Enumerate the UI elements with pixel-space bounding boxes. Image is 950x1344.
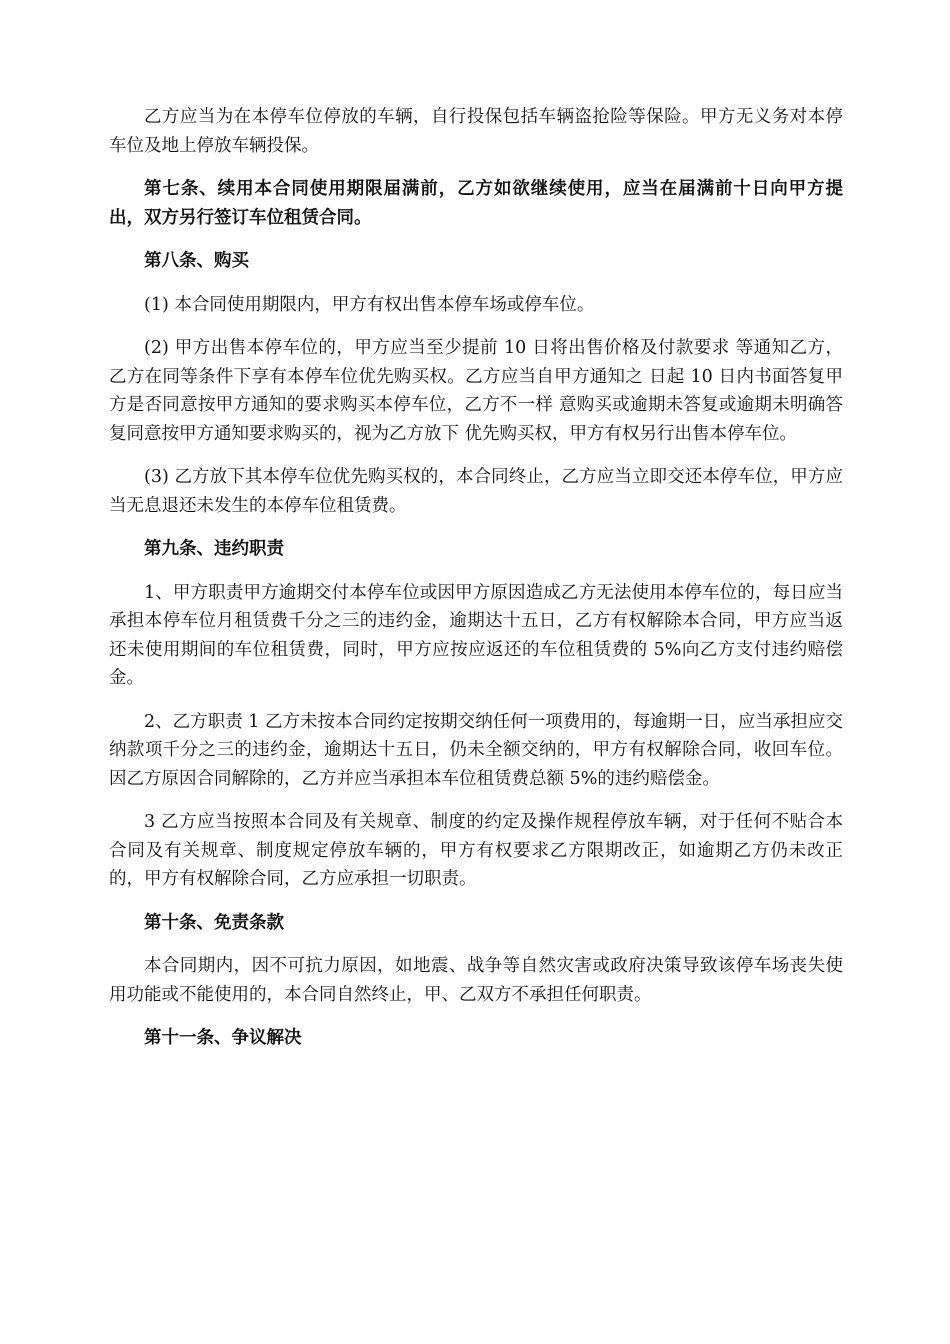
article-10-heading: 第十条、免责条款 (144, 912, 284, 933)
article-8-clause-3: (3) 乙方放下其本停车位优先购买权的，本合同终止，乙方应当立即交还本停车位，甲方应当无息退还未发生的本停车位租赁费。 (109, 467, 843, 516)
article-9-heading: 第九条、违约职责 (144, 539, 284, 559)
article-10-body: 本合同期内，因不可抗力原因，如地震、战争等自然灾害或政府决策导致该停车场丧失使用功能或不能使用的，本合同自然终止，甲、乙双方不承担任何职责。 (109, 956, 843, 1005)
article-8-clause-2: (2) 甲方出售本停车位的，甲方应当至少提前 10 日将出售价格及付款要求 等通知乙方，乙方在同等条件下享有本停车位优先购买权。乙方应当自甲方通知之 日起 10 日内书面答复甲方是否同意按甲方通知的要求购买本停车位，乙方不一样 意购买或逾期未答复或逾期未明确答复同意按甲方通知要求购买的，视为乙方放下 优先购买权，甲方有权另行出售本停车位。 (109, 338, 843, 444)
article-9-clause-1: 1、甲方职责甲方逾期交付本停车位或因甲方原因造成乙方无法使用本停车位的，每日应当承担本停车位月租赁费千分之三的违约金，逾期达十五日，乙方有权解除本合同，甲方应当返还未使用期间的车位租赁费，同时，甲方应按应返还的车位租赁费的 5%向乙方支付违约赔偿金。 (109, 582, 843, 688)
article-8-clause-1: (1) 本合同使用期限内，甲方有权出售本停车场或停车位。 (144, 294, 595, 315)
article-9-clause-3: 3 乙方应当按照本合同及有关规章、制度的约定及操作规程停放车辆，对于任何不贴合本合同及有关规章、制度规定停放车辆的，甲方有权要求乙方限期改正，如逾期乙方仍未改正的，甲方有权解除合同，乙方应承担一切职责。 (109, 812, 843, 889)
article-11-heading: 第十一条、争议解决 (144, 1028, 302, 1048)
article-7-renewal: 第七条、续用本合同使用期限届满前，乙方如欲继续使用，应当在届满前十日向甲方提出，双方另行签订车位租赁合同。 (109, 179, 843, 228)
document-body (109, 103, 843, 1068)
article-9-clause-2: 2、乙方职责 1 乙方未按本合同约定按期交纳任何一项费用的，每逾期一日，应当承担应交纳款项千分之三的违约金，逾期达十五日，仍未全额交纳的，甲方有权解除合同，收回车位。因乙方原因合同解除的，乙方并应当承担本车位租赁费总额 5%的违约赔偿金。 (109, 711, 843, 789)
article-8-heading: 第八条、购买 (144, 251, 249, 271)
paragraph-insurance: 乙方应当为在本停车位停放的车辆，自行投保包括车辆盗抢险等保险。甲方无义务对本停车位及地上停放车辆投保。 (109, 107, 843, 156)
